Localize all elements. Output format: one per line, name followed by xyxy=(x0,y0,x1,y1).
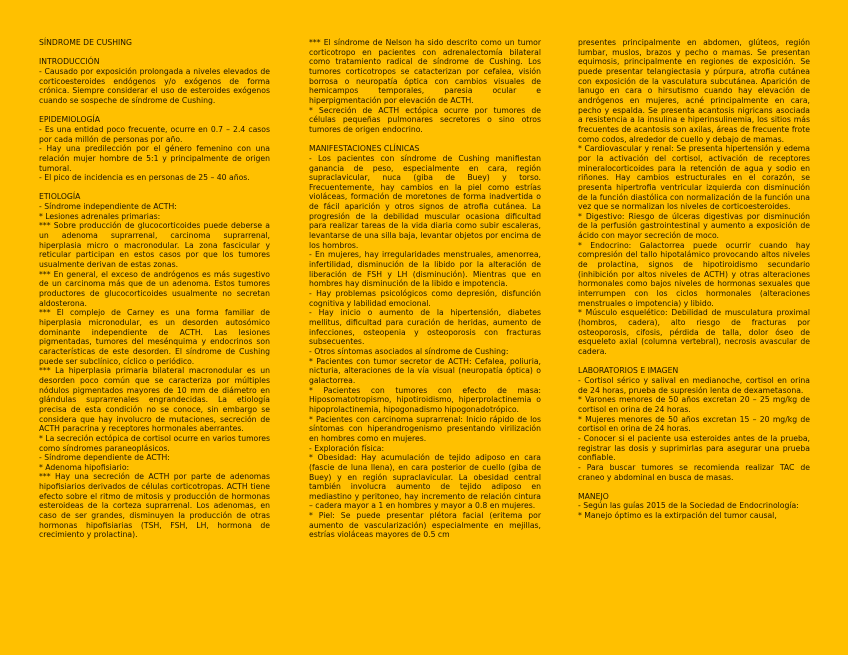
paragraph: * Piel: Se puede presentar plétora facial (eritema por aumento de vascularización) especialmente en mejillas, estrías violáceas mayores de 0.5 cm xyxy=(309,511,541,540)
paragraph: - Los pacientes con síndrome de Cushing manifiestan ganancia de peso, especialmente en cara, región supraclavicular, nuca (giba de Buey) y torso. Frecuentemente, hay cambios en la piel como estrías violáceas, formación de moretones de forma inadvertida o de fácil aparición y otros signos de atrofia cutánea. La progresión de la debilidad muscular ocasiona dificultad para realizar tareas de la vida diaria como subir escaleras, levantarse de una silla baja, levantar objetos por encima de los hombros. xyxy=(309,153,541,250)
paragraph: * Lesiones adrenales primarias: xyxy=(39,211,161,221)
paragraph: * Cardiovascular y renal: Se presenta hipertensión y edema por la activación del cortisol, activación de receptores mineralocorticoides para la retención de agua y sodio en riñones. Hay cambios estructurales en el corazón, se presenta hipertrofia ventricular izquierda con disminución de la función diastólica con normalización de la función una vez que se normalizan los niveles de corticoesteroides. xyxy=(578,144,810,212)
column-middle xyxy=(309,38,541,540)
paragraph: *** Hay una secreción de ACTH por parte de adenomas hipofisiarios derivados de células corticotropas. ACTH tiene efecto sobre el ritmo de mitosis y producción de hormonas esteroideas de la corteza suprarrenal. Los adenomas, en caso de ser grandes, disminuyen la producción de otras hormonas hipofisiarias (TSH, FSH, LH, hormona de crecimiento y prolactina). xyxy=(39,472,270,540)
section-heading-manejo: MANEJO xyxy=(578,491,609,501)
spacer xyxy=(578,357,810,367)
paragraph: - En mujeres, hay irregularidades menstruales, amenorrea, infertilidad, disminución de la libido por la alteración de liberación de FSH y LH (disminución). Mientras que en hombres hay disminución de la libido e impotencia. xyxy=(309,250,541,289)
paragraph: * Obesidad: Hay acumulación de tejido adiposo en cara (fascie de luna llena), en cara posterior de cuello (giba de Buey) y en región supraclavicular. La obesidad central también involucra aumento de tejido adiposo en mediastino y peritoneo, hay incremento de relación cintura – cadera mayor a 1 en hombres y mayor a 0.8 en mujeres. xyxy=(309,453,541,511)
paragraph: - Hay una predilección por el género femenino con una relación mujer hombre de 5:1 y principalmente de origen tumoral. xyxy=(39,144,270,173)
paragraph: - Según las guías 2015 de la Sociedad de Endocrinología: xyxy=(578,501,799,511)
paragraph: *** El complejo de Carney es una forma familiar de hiperplasia micronodular, es un desorden autosómico dominante independiente de ACTH. Las lesiones pigmentadas, tumores del mesénquima y endocrinos son características de este desorden. El síndrome de Cushing puede ser subclínico, cíclico o periódico. xyxy=(39,308,270,366)
section-heading-introduccion: INTRODUCCIÓN xyxy=(39,57,100,67)
paragraph: - Otros síntomas asociados al síndrome de Cushing: xyxy=(309,346,509,356)
paragraph: - Síndrome dependiente de ACTH: xyxy=(39,453,170,463)
spacer xyxy=(39,48,270,58)
paragraph: - Cortisol sérico y salival en medianoche, cortisol en orina de 24 horas, prueba de supresión lenta de dexametasona. xyxy=(578,375,810,395)
paragraph: - Causado por exposición prolongada a niveles elevados de corticoesteroides endógenos y/o exógenos de forma crónica. Siempre considerar el uso de esteroides exógenos cuando se sospeche de síndrome de Cushing. xyxy=(39,66,270,105)
paragraph: - Para buscar tumores se recomienda realizar TAC de craneo y abdominal en busca de masas. xyxy=(578,462,810,482)
paragraph: * La secreción ectópica de cortisol ocurre en varios tumores como síndromes paraneoplásicos. xyxy=(39,433,270,453)
spacer xyxy=(309,135,541,145)
paragraph: *** El síndrome de Nelson ha sido descrito como un tumor corticotropo en pacientes con adrenalectomía bilateral como tratamiento radical de síndrome de Cushing. Los tumores corticotropos se catacterizan por cefalea, visión borrosa o neuropatía óptica con cambios visuales de hemicampos temporales, paresia ocular e hiperpigmentación por elevación de ACTH. xyxy=(309,38,541,105)
paragraph: * Varones menores de 50 años excretan 20 – 25 mg/kg de cortisol en orina de 24 horas. xyxy=(578,395,810,414)
spacer xyxy=(39,106,270,116)
paragraph: - Conocer si el paciente usa esteroides antes de la prueba, registrar las dosis y suprimirlas para asegurar una prueba confiable. xyxy=(578,433,810,463)
paragraph: * Manejo óptimo es la extirpación del tumor causal, xyxy=(578,511,777,521)
paragraph: presentes principalmente en abdomen, glúteos, región lumbar, muslos, brazos y pecho o mamas. Se presentan equimosis, principalmente en regiones de exposición. Se puede presentar telangiectasia y púrpura, atrofia cutánea con exposición de la vasculatura subcutánea. Aparición de lanugo en cara o hirsutismo cuando hay elevación de andrógenos en mujeres, acné principalmente en cara, pecho y espalda. Se presenta acantosis nigricans asociada a resistencia a la insulina e hiperinsulinemia, los sitios más frecuentes de acantosis son axilas, áreas de frecuente frote como codos, alrededor de cuello y debajo de mamas. xyxy=(578,38,810,144)
paragraph: * Pacientes con tumor secretor de ACTH: Cefalea, poliuria, nicturia, alteraciones de la vía visual (neuropatía óptica) o galactorrea. xyxy=(309,356,541,385)
paragraph: * Adenoma hipofisiario: xyxy=(39,462,130,472)
paragraph: * Pacientes con tumores con efecto de masa: Hiposomatotropismo, hipotiroidismo, hiperprolactinemia o hipoprolactinemia, hipogonadismo hipogonadotrópico. xyxy=(309,385,541,414)
paragraph: *** La hiperplasia primaria bilateral macronodular es un desorden poco común que se caracteriza por múltiples nódulos pigmentados mayores de 10 mm de diámetro en glándulas suprarrenales engrandecidas. La etiología precisa de esta condición no se conoce, sin embargo se considera que hay involucro de mutaciones, secreción de ACTH paracrina y receptores hormonales aberrantes. xyxy=(39,366,270,434)
spacer xyxy=(39,183,270,193)
section-heading-etiologia: ETIOLOGÍA xyxy=(39,192,81,202)
section-heading-sindrome-de-cushing: SÍNDROME DE CUSHING xyxy=(39,38,132,47)
paragraph: - Hay inicio o aumento de la hipertensión, diabetes mellitus, dificultad para curación de heridas, aumento de infecciones, osteopenia y osteoporosis con fracturas subsecuentes. xyxy=(309,308,541,347)
section-heading-manifestaciones-clinicas: MANIFESTACIONES CLÍNICAS xyxy=(309,144,420,154)
section-heading-epidemiologia: EPIDEMIOLOGÍA xyxy=(39,115,101,125)
paragraph: * Endocrino: Galactorrea puede ocurrir cuando hay compresión del tallo hipotalámico provocando altos niveles de prolactina, signos de hipotiroidismo secundario (inhibición por altos niveles de ACTH) y otras alteraciones hormonales como bajos niveles de hormonas sexuales que interrumpen con los ciclos hormonales (alteraciones menstruales o impotencia) y libido. xyxy=(578,240,810,308)
paragraph: *** En general, el exceso de andrógenos es más sugestivo de un carcinoma más que de un adenoma. Estos tumores productores de glucocorticoides usualmente no secretan aldosterona. xyxy=(39,269,270,308)
paragraph: - Es una entidad poco frecuente, ocurre en 0.7 – 2.4 casos por cada millón de personas por año. xyxy=(39,124,270,144)
paragraph: * Digestivo: Riesgo de úlceras digestivas por disminución de la perfusión gastrointestinal y aumento a exposición de ácido con mayor secreción de moco. xyxy=(578,211,810,241)
column-left xyxy=(39,38,270,540)
paragraph: - Síndrome independiente de ACTH: xyxy=(39,202,177,212)
paragraph: * Secreción de ACTH ectópica ocurre por tumores de células pequeñas pulmonares secretores o sino otros tumores de origen endocrino. xyxy=(309,105,541,134)
column-right xyxy=(578,38,810,521)
paragraph: * Músculo esquelético: Debilidad de musculatura proximal (hombros, cadera), alto riesgo de fracturas por osteoporosis, cifosis, pérdida de talla, dolor óseo de esqueleto axial (columna vertebral), necrosis avascular de cadera. xyxy=(578,308,810,356)
paragraph: - El pico de incidencia es en personas de 25 – 40 años. xyxy=(39,173,250,183)
paragraph: * Pacientes con carcinoma suprarrenal: Inicio rápido de los síntomas con hiperandrogenismo presentando virilización en hombres como en mujeres. xyxy=(309,414,541,443)
paragraph: - Exploración física: xyxy=(309,443,385,453)
paragraph: * Mujeres menores de 50 años excretan 15 – 20 mg/kg de cortisol en orina de 24 horas. xyxy=(578,414,810,434)
spacer xyxy=(578,482,810,492)
section-heading-laboratorios-e-imagen: LABORATORIOS E IMAGEN xyxy=(578,366,679,376)
paragraph: *** Sobre producción de glucocorticoides puede deberse a un adenoma suprarrenal, carcinoma suprarrenal, hiperplasia micro o macronodular. La zona fascicular y reticular participan en estos casos por que los tumores usualmente derivan de estas zonas. xyxy=(39,221,270,270)
paragraph: - Hay problemas psicológicos como depresión, disfunción cognitiva y labilidad emocional. xyxy=(309,289,541,308)
